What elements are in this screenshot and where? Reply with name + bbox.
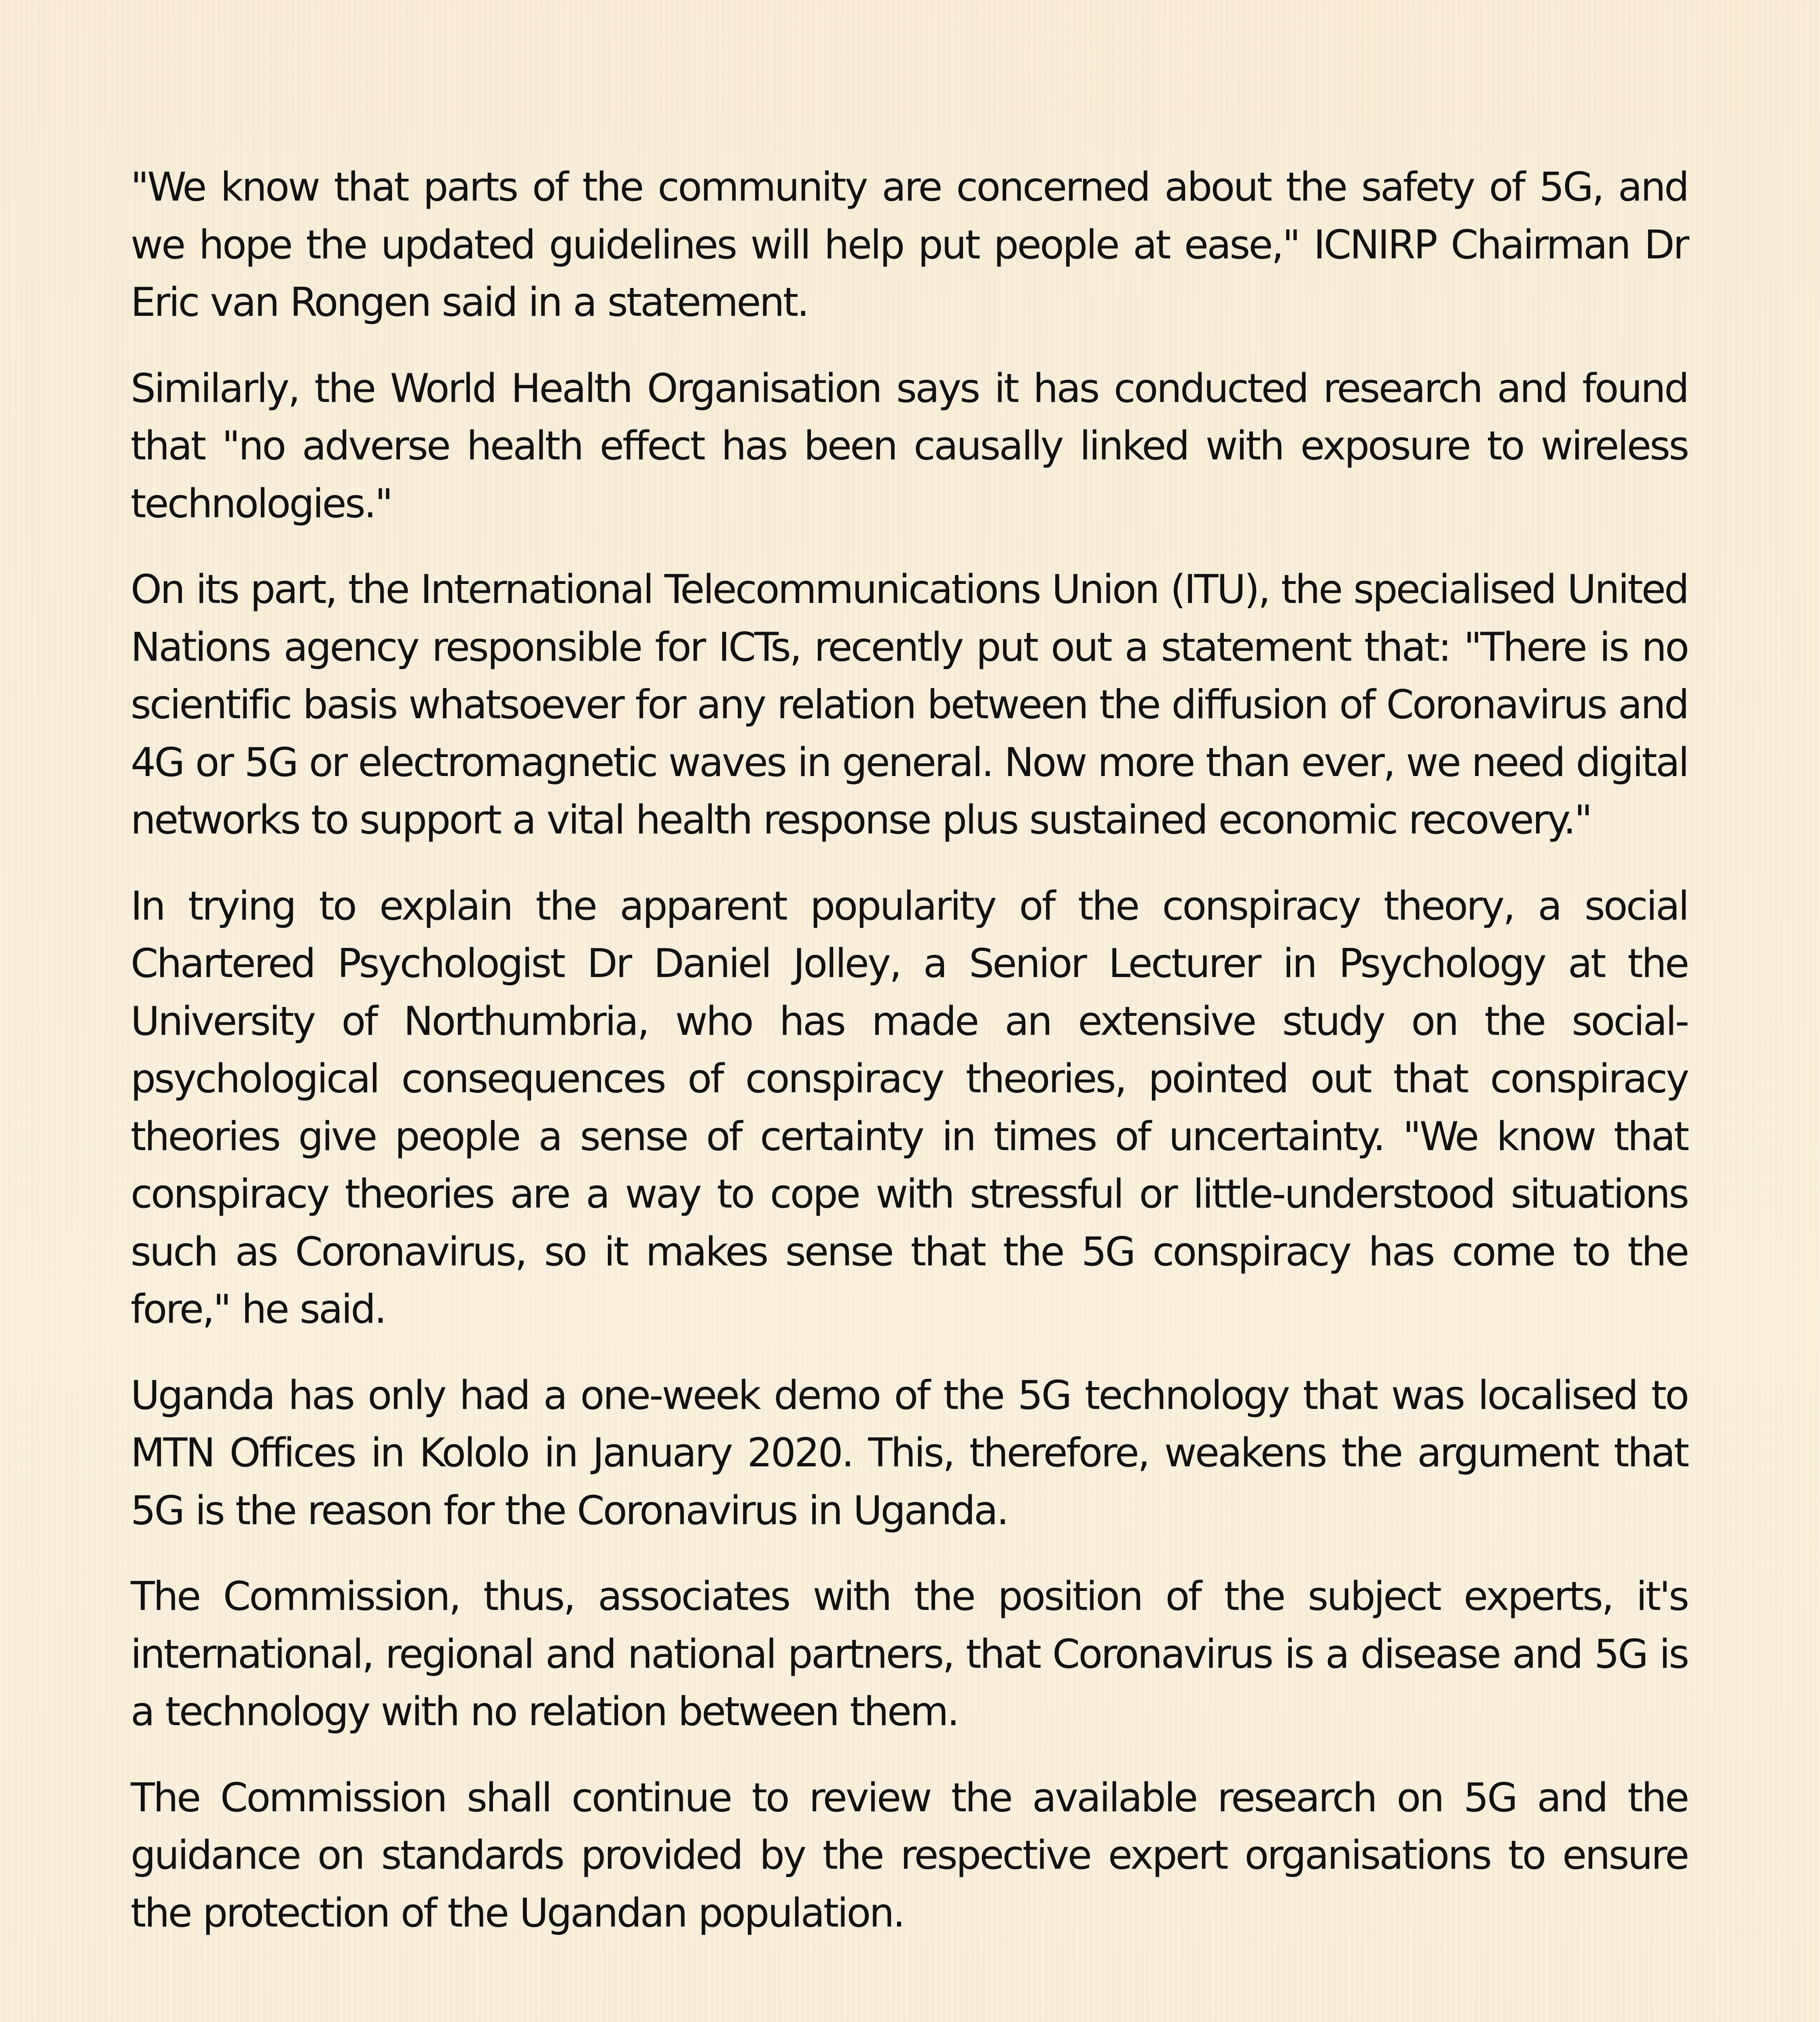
paragraph-conspiracy: In trying to explain the apparent popularity of the conspiracy theory, a social Chartered Psychologist Dr Daniel Jolley, a Senior Lecturer in Psychology at the University of Northumbria, who has made an extensive study on the social-psychological consequences of conspiracy theories, pointed out that conspiracy theories give people a sense of certainty in times of uncertainty. "We know that conspiracy theories are a way to cope with stressful or little-understood situations such as Coronavirus, so it makes sense that the 5G conspiracy has come to the fore," he said. <box>131 883 1688 1332</box>
paragraph-who: Similarly, the World Health Organisation says it has conducted research and found that "no adverse health effect has been causally linked with exposure to wireless technologies." <box>131 365 1688 527</box>
paragraph-icnirp-quote: "We know that parts of the community are concerned about the safety of 5G, and we hope the updated guidelines will help put people at ease," ICNIRP Chairman Dr Eric van Rongen said in a statement. <box>131 164 1688 326</box>
paragraph-uganda-demo: Uganda has only had a one-week demo of the 5G technology that was localised to MTN Offices in Kololo in January 2020. This, therefore, weakens the argument that 5G is the reason for the Coronavirus in Uganda. <box>131 1372 1688 1534</box>
paragraph-itu: On its part, the International Telecommunications Union (ITU), the specialised United Nations agency responsible for ICTs, recently put out a statement that: "There is no scientific basis whatsoever for any relation between the diffusion of Coronavirus and 4G or 5G or electromagnetic waves in general. Now more than ever, we need digital networks to support a vital health response plus sustained economic recovery." <box>131 567 1688 843</box>
letter-body <box>131 159 1688 1970</box>
paragraph-commission-review: The Commission shall continue to review the available research on 5G and the guidance on standards provided by the respective expert organisations to ensure the protection of the Ugandan population. <box>131 1775 1688 1936</box>
paragraph-commission-position: The Commission, thus, associates with the position of the subject experts, it's international, regional and national partners, that Coronavirus is a disease and 5G is a technology with no relation between them. <box>131 1574 1688 1735</box>
